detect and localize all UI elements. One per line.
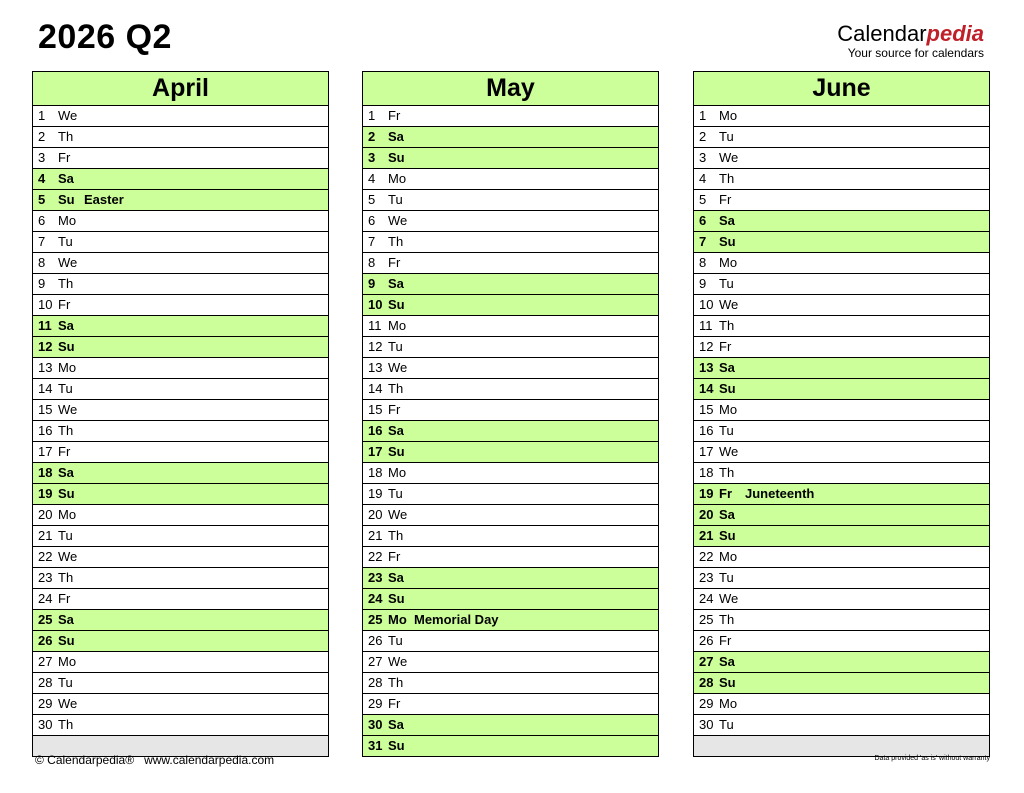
day-row — [33, 526, 328, 547]
weekday-name: Th — [58, 129, 74, 144]
month-june — [693, 71, 990, 757]
brand-logo[interactable] — [837, 22, 984, 60]
day-row — [33, 421, 328, 442]
weekday-name: Fr — [719, 486, 732, 501]
day-number: 28 — [368, 675, 383, 690]
day-number: 11 — [38, 318, 52, 333]
weekday-name: Su — [58, 192, 75, 207]
day-number: 30 — [699, 717, 714, 732]
day-row — [694, 421, 989, 442]
day-row — [694, 274, 989, 295]
day-row — [694, 400, 989, 421]
weekday-name: Sa — [58, 612, 74, 627]
day-number: 18 — [699, 465, 714, 480]
weekday-name: We — [388, 213, 408, 228]
day-row — [363, 484, 658, 505]
weekday-name: Fr — [719, 339, 732, 354]
day-row — [33, 673, 328, 694]
day-row — [363, 253, 658, 274]
day-number: 6 — [368, 213, 376, 228]
weekday-name: Tu — [388, 339, 403, 354]
day-number: 13 — [368, 360, 383, 375]
day-number: 14 — [699, 381, 714, 396]
day-number: 12 — [38, 339, 53, 354]
weekday-name: Sa — [388, 570, 404, 585]
day-row — [363, 715, 658, 736]
day-row — [694, 463, 989, 484]
day-number: 29 — [699, 696, 714, 711]
month-header: May — [363, 72, 658, 106]
day-number: 3 — [699, 150, 707, 165]
day-row — [694, 652, 989, 673]
day-number: 1 — [368, 108, 376, 123]
day-row — [33, 610, 328, 631]
brand-tagline: Your source for calendars — [847, 46, 984, 60]
day-number: 11 — [699, 318, 713, 333]
day-number: 24 — [38, 591, 53, 606]
day-list — [33, 106, 328, 756]
weekday-name: Sa — [58, 465, 74, 480]
day-number: 10 — [699, 297, 714, 312]
brand-name-accent: pedia — [926, 21, 984, 46]
holiday-label: Juneteenth — [745, 486, 815, 501]
holiday-label: Easter — [84, 192, 124, 207]
day-row — [33, 295, 328, 316]
weekday-name: Su — [58, 633, 75, 648]
weekday-name: Su — [719, 675, 736, 690]
day-row — [363, 106, 658, 127]
day-number: 2 — [699, 129, 707, 144]
day-row — [694, 295, 989, 316]
day-row — [33, 358, 328, 379]
day-number: 12 — [368, 339, 383, 354]
weekday-name: Th — [719, 612, 735, 627]
day-row — [694, 547, 989, 568]
day-number: 31 — [368, 738, 383, 753]
day-row — [363, 295, 658, 316]
day-row — [363, 505, 658, 526]
weekday-name: Su — [388, 738, 405, 753]
day-number: 20 — [38, 507, 53, 522]
day-row — [363, 526, 658, 547]
day-number: 10 — [38, 297, 53, 312]
day-number: 28 — [38, 675, 53, 690]
weekday-name: Su — [58, 339, 75, 354]
weekday-name: Mo — [58, 654, 77, 669]
day-row — [363, 274, 658, 295]
day-number: 11 — [368, 318, 382, 333]
weekday-name: Fr — [719, 633, 732, 648]
weekday-name: Mo — [719, 108, 738, 123]
day-row — [363, 127, 658, 148]
weekday-name: Tu — [58, 381, 73, 396]
weekday-name: We — [719, 150, 739, 165]
weekday-name: Sa — [719, 213, 735, 228]
day-row — [363, 736, 658, 756]
day-row — [33, 148, 328, 169]
weekday-name: Mo — [388, 171, 407, 186]
weekday-name: Tu — [58, 234, 73, 249]
day-number: 7 — [699, 234, 707, 249]
weekday-name: Fr — [58, 444, 71, 459]
day-row — [694, 190, 989, 211]
empty-day-row — [694, 736, 989, 756]
day-number: 24 — [699, 591, 714, 606]
weekday-name: Sa — [719, 360, 735, 375]
weekday-name: Fr — [58, 297, 71, 312]
month-may — [362, 71, 659, 757]
day-list — [694, 106, 989, 756]
weekday-name: Tu — [388, 486, 403, 501]
day-number: 22 — [368, 549, 383, 564]
weekday-name: Fr — [388, 402, 401, 417]
weekday-name: We — [719, 297, 739, 312]
weekday-name: Su — [719, 234, 736, 249]
copyright-text: © Calendarpedia® — [35, 753, 135, 767]
day-row — [694, 211, 989, 232]
day-number: 27 — [699, 654, 714, 669]
weekday-name: Su — [719, 381, 736, 396]
day-number: 7 — [368, 234, 376, 249]
day-row — [363, 358, 658, 379]
day-number: 13 — [699, 360, 714, 375]
weekday-name: Su — [719, 528, 736, 543]
day-row — [33, 631, 328, 652]
weekday-name: Tu — [719, 570, 734, 585]
weekday-name: Sa — [719, 507, 735, 522]
day-number: 25 — [38, 612, 53, 627]
day-number: 8 — [38, 255, 46, 270]
day-number: 17 — [38, 444, 53, 459]
day-number: 23 — [368, 570, 383, 585]
weekday-name: Tu — [58, 528, 73, 543]
day-row — [363, 568, 658, 589]
weekday-name: Tu — [719, 717, 734, 732]
weekday-name: Tu — [58, 675, 73, 690]
day-number: 19 — [38, 486, 53, 501]
day-row — [33, 505, 328, 526]
day-number: 9 — [368, 276, 376, 291]
weekday-name: Sa — [388, 129, 404, 144]
weekday-name: Th — [58, 276, 74, 291]
weekday-name: Mo — [388, 318, 407, 333]
day-number: 22 — [699, 549, 714, 564]
weekday-name: Th — [388, 675, 404, 690]
day-number: 23 — [699, 570, 714, 585]
weekday-name: Fr — [388, 696, 401, 711]
day-row — [33, 484, 328, 505]
weekday-name: Sa — [388, 717, 404, 732]
day-number: 14 — [38, 381, 53, 396]
day-number: 27 — [368, 654, 383, 669]
weekday-name: Th — [719, 318, 735, 333]
day-number: 26 — [699, 633, 714, 648]
day-row — [694, 337, 989, 358]
day-row — [33, 463, 328, 484]
day-row — [694, 526, 989, 547]
weekday-name: Su — [388, 297, 405, 312]
day-row — [363, 400, 658, 421]
day-number: 5 — [699, 192, 707, 207]
weekday-name: Sa — [58, 318, 74, 333]
day-row — [694, 442, 989, 463]
day-number: 30 — [368, 717, 383, 732]
weekday-name: We — [719, 591, 739, 606]
day-number: 29 — [38, 696, 53, 711]
day-row — [694, 106, 989, 127]
day-number: 14 — [368, 381, 383, 396]
weekday-name: We — [388, 507, 408, 522]
weekday-name: We — [58, 696, 78, 711]
weekday-name: Tu — [388, 192, 403, 207]
day-number: 15 — [699, 402, 714, 417]
day-number: 18 — [38, 465, 53, 480]
day-row — [33, 106, 328, 127]
day-row — [33, 127, 328, 148]
weekday-name: Th — [719, 171, 735, 186]
day-row — [33, 694, 328, 715]
day-row — [33, 568, 328, 589]
day-row — [363, 379, 658, 400]
weekday-name: Th — [58, 423, 74, 438]
day-number: 5 — [38, 192, 46, 207]
weekday-name: Mo — [388, 612, 407, 627]
day-number: 16 — [368, 423, 383, 438]
day-row — [694, 253, 989, 274]
day-row — [33, 379, 328, 400]
day-number: 10 — [368, 297, 383, 312]
day-number: 30 — [38, 717, 53, 732]
day-number: 19 — [699, 486, 714, 501]
weekday-name: Th — [58, 717, 74, 732]
day-number: 17 — [368, 444, 383, 459]
day-row — [694, 631, 989, 652]
day-number: 28 — [699, 675, 714, 690]
day-row — [363, 547, 658, 568]
day-row — [33, 400, 328, 421]
day-row — [363, 316, 658, 337]
day-number: 20 — [699, 507, 714, 522]
day-row — [363, 169, 658, 190]
day-row — [363, 631, 658, 652]
day-row — [33, 442, 328, 463]
day-row — [363, 610, 658, 631]
day-number: 22 — [38, 549, 53, 564]
month-header: June — [694, 72, 989, 106]
day-number: 21 — [368, 528, 383, 543]
day-row — [33, 253, 328, 274]
day-row — [33, 190, 328, 211]
day-row — [363, 421, 658, 442]
day-row — [694, 694, 989, 715]
weekday-name: Fr — [388, 255, 401, 270]
day-number: 9 — [699, 276, 707, 291]
day-row — [694, 673, 989, 694]
page-title: 2026 Q2 — [38, 18, 172, 56]
footer-copyright — [35, 753, 274, 767]
day-number: 21 — [699, 528, 714, 543]
day-row — [363, 673, 658, 694]
day-row — [694, 232, 989, 253]
day-number: 25 — [368, 612, 383, 627]
weekday-name: Th — [388, 381, 404, 396]
weekday-name: Fr — [388, 549, 401, 564]
weekday-name: Fr — [388, 108, 401, 123]
weekday-name: Sa — [388, 276, 404, 291]
weekday-name: Su — [388, 591, 405, 606]
day-row — [33, 337, 328, 358]
day-row — [363, 589, 658, 610]
day-number: 23 — [38, 570, 53, 585]
day-number: 19 — [368, 486, 383, 501]
weekday-name: Sa — [58, 171, 74, 186]
day-row — [33, 715, 328, 736]
day-row — [694, 358, 989, 379]
day-row — [363, 190, 658, 211]
weekday-name: Mo — [719, 696, 738, 711]
day-row — [694, 505, 989, 526]
day-number: 4 — [368, 171, 376, 186]
month-april — [32, 71, 329, 757]
day-row — [33, 316, 328, 337]
weekday-name: Th — [719, 465, 735, 480]
weekday-name: Su — [388, 444, 405, 459]
weekday-name: Tu — [388, 633, 403, 648]
weekday-name: Tu — [719, 423, 734, 438]
day-row — [694, 610, 989, 631]
day-number: 3 — [38, 150, 46, 165]
day-row — [33, 232, 328, 253]
day-number: 7 — [38, 234, 46, 249]
day-number: 1 — [699, 108, 707, 123]
weekday-name: Th — [388, 528, 404, 543]
day-number: 2 — [368, 129, 376, 144]
weekday-name: Mo — [58, 213, 77, 228]
day-number: 27 — [38, 654, 53, 669]
day-number: 17 — [699, 444, 714, 459]
day-number: 21 — [38, 528, 53, 543]
day-row — [363, 211, 658, 232]
weekday-name: Mo — [58, 507, 77, 522]
day-number: 4 — [38, 171, 46, 186]
day-row — [363, 463, 658, 484]
day-number: 18 — [368, 465, 383, 480]
day-number: 6 — [38, 213, 46, 228]
day-number: 1 — [38, 108, 46, 123]
weekday-name: Th — [388, 234, 404, 249]
weekday-name: We — [58, 549, 78, 564]
day-number: 20 — [368, 507, 383, 522]
day-row — [33, 169, 328, 190]
day-number: 13 — [38, 360, 53, 375]
footer-disclaimer: Data provided 'as is' without warranty — [874, 755, 990, 762]
day-number: 8 — [368, 255, 376, 270]
weekday-name: Th — [58, 570, 74, 585]
day-row — [363, 232, 658, 253]
day-row — [33, 589, 328, 610]
month-header: April — [33, 72, 328, 106]
day-number: 15 — [38, 402, 53, 417]
day-number: 26 — [38, 633, 53, 648]
brand-name-main: Calendar — [837, 21, 927, 46]
weekday-name: Mo — [719, 549, 738, 564]
day-row — [33, 652, 328, 673]
weekday-name: Su — [388, 150, 405, 165]
weekday-name: Fr — [719, 192, 732, 207]
day-number: 29 — [368, 696, 383, 711]
weekday-name: We — [388, 654, 408, 669]
holiday-label: Memorial Day — [414, 612, 499, 627]
day-number: 16 — [699, 423, 714, 438]
weekday-name: We — [58, 255, 78, 270]
weekday-name: Tu — [719, 276, 734, 291]
day-row — [363, 337, 658, 358]
day-number: 4 — [699, 171, 707, 186]
day-row — [694, 148, 989, 169]
day-number: 24 — [368, 591, 383, 606]
day-row — [33, 274, 328, 295]
day-row — [694, 127, 989, 148]
weekday-name: Sa — [719, 654, 735, 669]
weekday-name: We — [388, 360, 408, 375]
weekday-name: Tu — [719, 129, 734, 144]
day-number: 25 — [699, 612, 714, 627]
weekday-name: Mo — [388, 465, 407, 480]
day-row — [694, 316, 989, 337]
day-row — [33, 211, 328, 232]
day-row — [694, 169, 989, 190]
day-row — [363, 148, 658, 169]
day-row — [363, 694, 658, 715]
day-number: 26 — [368, 633, 383, 648]
day-number: 16 — [38, 423, 53, 438]
website-link[interactable]: www.calendarpedia.com — [144, 753, 275, 767]
day-row — [363, 442, 658, 463]
day-row — [694, 589, 989, 610]
brand-name — [837, 22, 984, 46]
day-row — [694, 568, 989, 589]
day-row — [694, 484, 989, 505]
weekday-name: Su — [58, 486, 75, 501]
weekday-name: Mo — [719, 402, 738, 417]
day-row — [33, 547, 328, 568]
day-list — [363, 106, 658, 756]
weekday-name: We — [58, 108, 78, 123]
weekday-name: Mo — [719, 255, 738, 270]
day-number: 2 — [38, 129, 46, 144]
day-number: 8 — [699, 255, 707, 270]
weekday-name: Fr — [58, 150, 71, 165]
day-row — [694, 715, 989, 736]
weekday-name: We — [58, 402, 78, 417]
day-row — [694, 379, 989, 400]
day-number: 12 — [699, 339, 714, 354]
day-number: 9 — [38, 276, 46, 291]
day-row — [363, 652, 658, 673]
day-number: 15 — [368, 402, 383, 417]
weekday-name: Mo — [58, 360, 77, 375]
weekday-name: Fr — [58, 591, 71, 606]
weekday-name: We — [719, 444, 739, 459]
day-number: 3 — [368, 150, 376, 165]
weekday-name: Sa — [388, 423, 404, 438]
day-number: 6 — [699, 213, 707, 228]
day-number: 5 — [368, 192, 376, 207]
